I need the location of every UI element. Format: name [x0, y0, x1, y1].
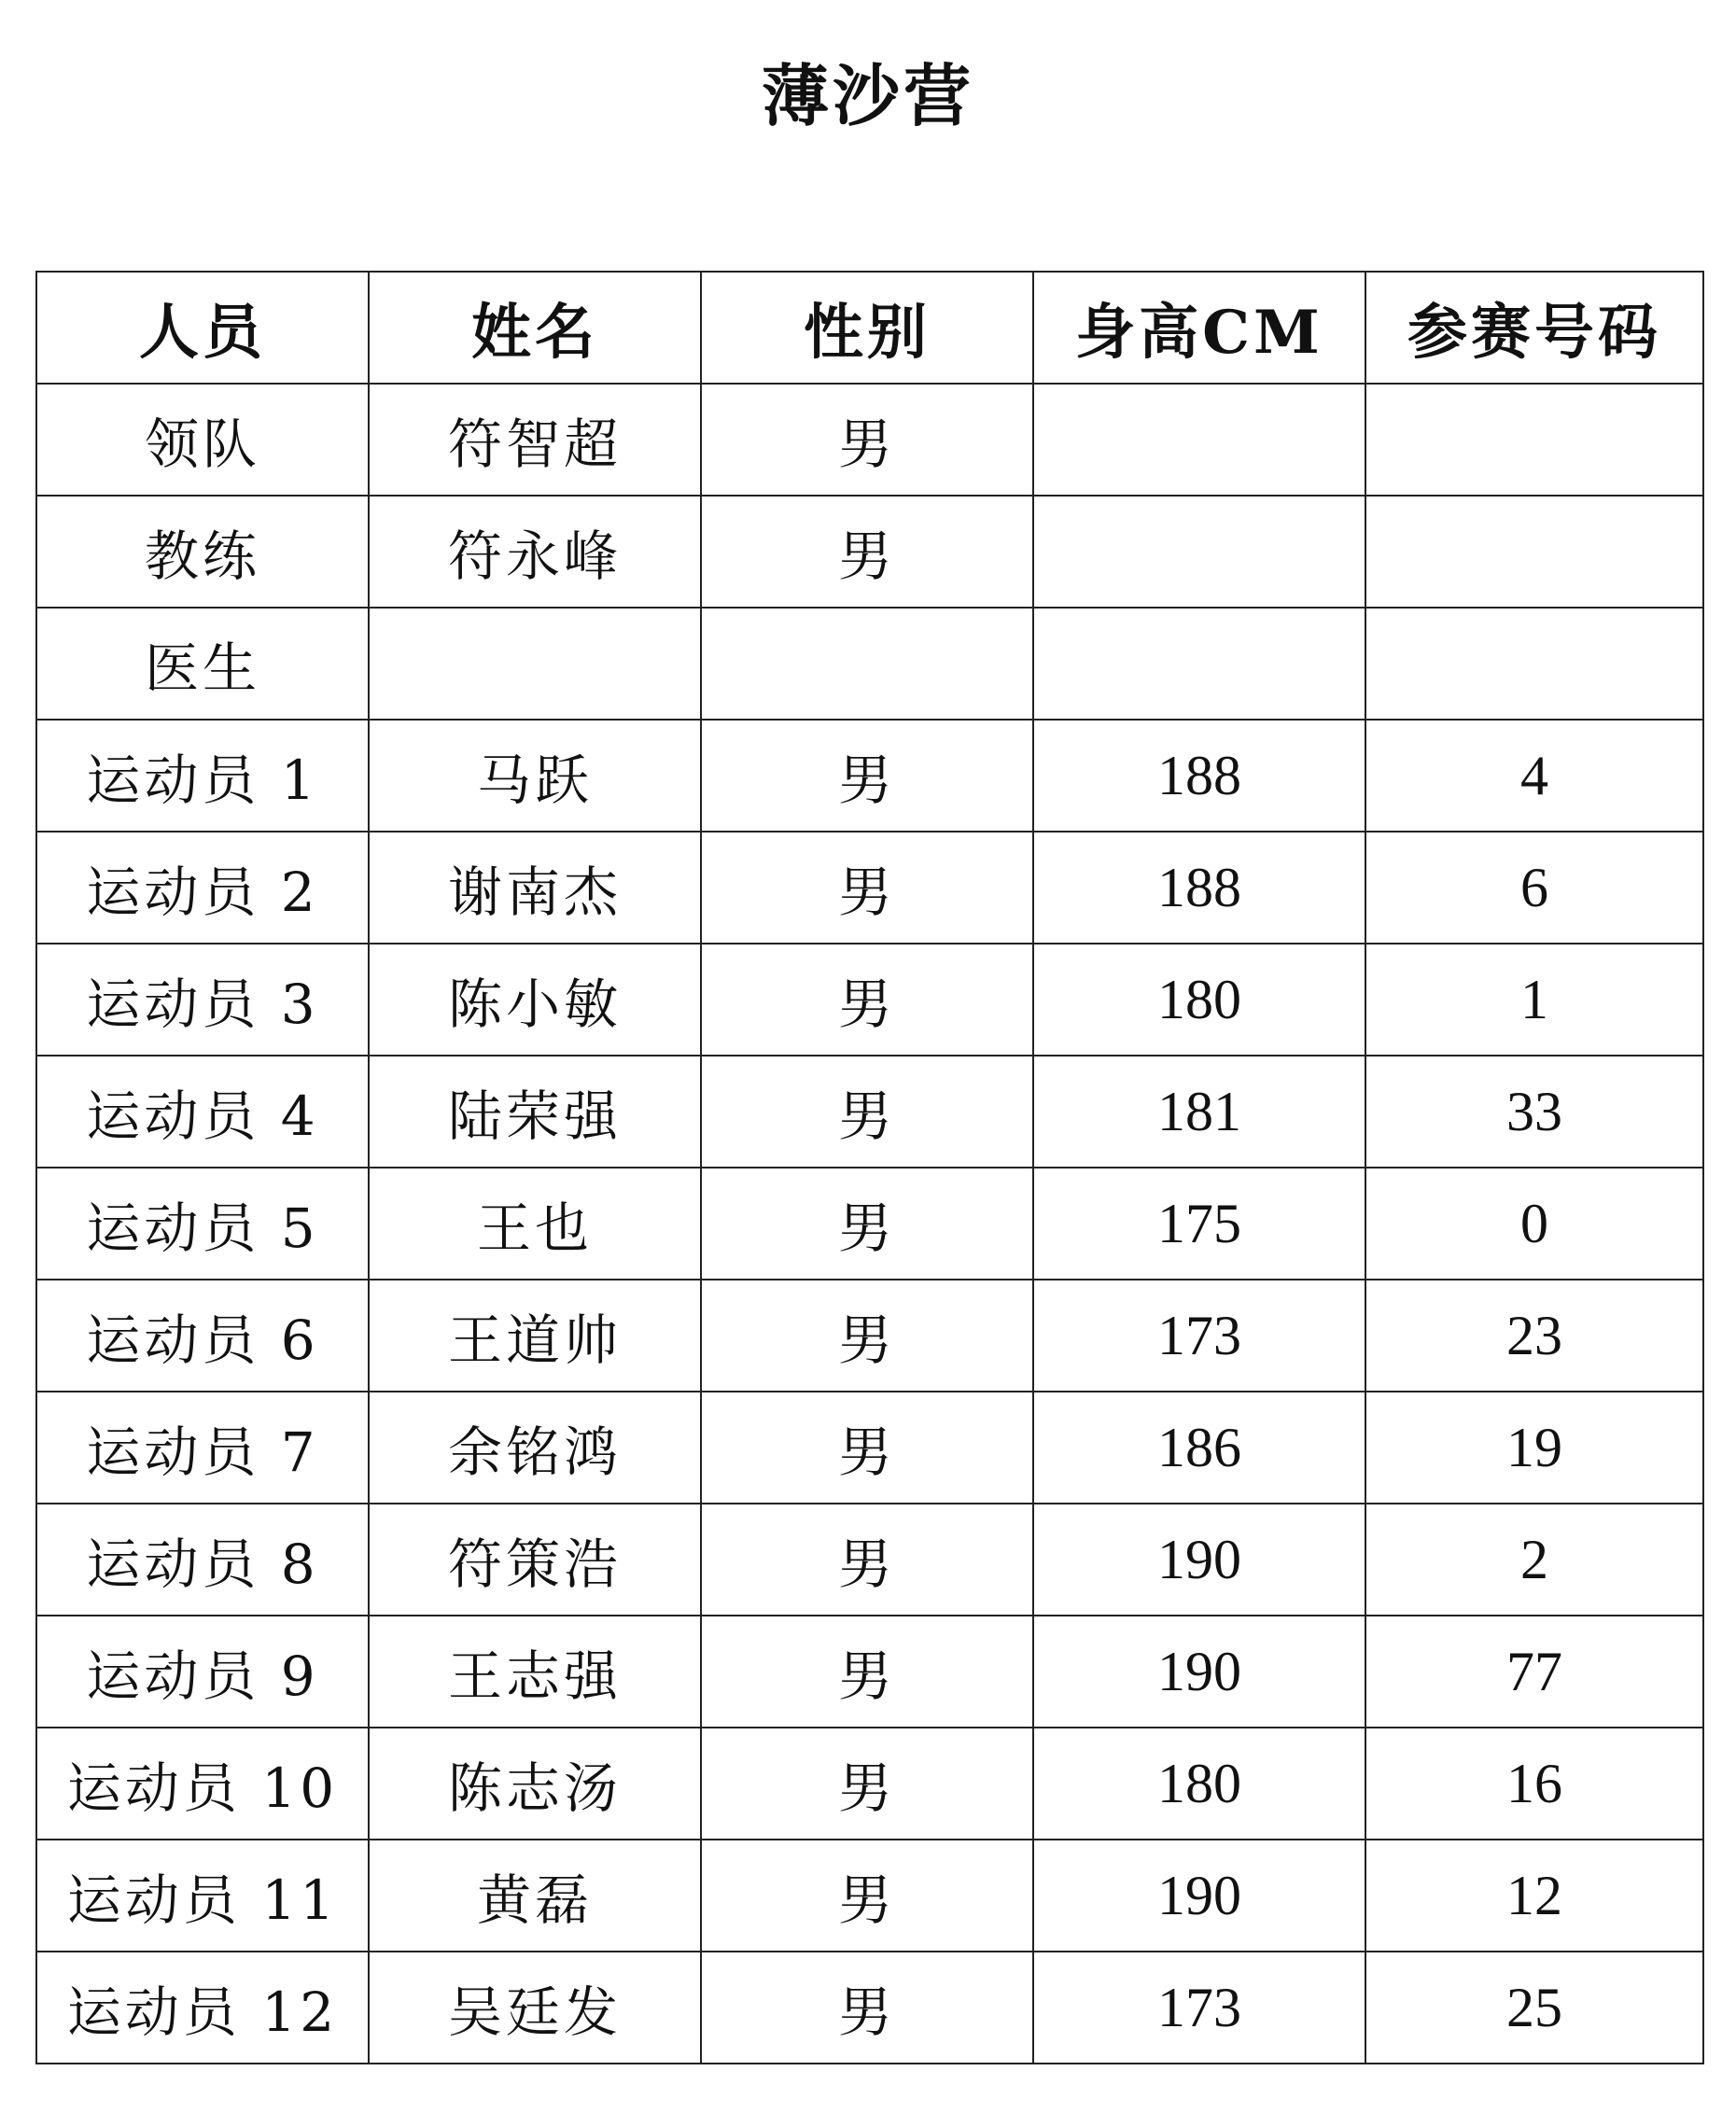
- table-row: [36, 1280, 1703, 1392]
- cell-gender: 男: [701, 1952, 1033, 2064]
- table-row: [36, 1504, 1703, 1616]
- cell-number: 12: [1365, 1840, 1703, 1952]
- cell-role: 运动员 2: [36, 832, 369, 944]
- cell-role: 运动员 10: [36, 1728, 369, 1840]
- header-role: 人员: [36, 272, 369, 384]
- cell-role: 运动员 3: [36, 944, 369, 1056]
- cell-gender: 男: [701, 720, 1033, 832]
- cell-gender: 男: [701, 1840, 1033, 1952]
- cell-gender: 男: [701, 1168, 1033, 1280]
- cell-height: 175: [1033, 1168, 1365, 1280]
- cell-role: 教练: [36, 496, 369, 608]
- cell-name: [369, 608, 701, 720]
- cell-height: 186: [1033, 1392, 1365, 1504]
- cell-height: 188: [1033, 720, 1365, 832]
- roster-table: [35, 271, 1704, 2064]
- cell-number: 19: [1365, 1392, 1703, 1504]
- cell-gender: 男: [701, 1392, 1033, 1504]
- cell-number: 77: [1365, 1616, 1703, 1728]
- cell-name: 王也: [369, 1168, 701, 1280]
- cell-height: 181: [1033, 1056, 1365, 1168]
- cell-number: 6: [1365, 832, 1703, 944]
- cell-role: 运动员 7: [36, 1392, 369, 1504]
- cell-number: 33: [1365, 1056, 1703, 1168]
- cell-role: 医生: [36, 608, 369, 720]
- cell-role: 运动员 12: [36, 1952, 369, 2064]
- cell-gender: 男: [701, 384, 1033, 496]
- cell-role: 领队: [36, 384, 369, 496]
- table-row: [36, 1168, 1703, 1280]
- cell-height: [1033, 496, 1365, 608]
- cell-role: 运动员 11: [36, 1840, 369, 1952]
- cell-number: [1365, 496, 1703, 608]
- cell-number: 4: [1365, 720, 1703, 832]
- cell-name: 余铭鸿: [369, 1392, 701, 1504]
- cell-name: 符智超: [369, 384, 701, 496]
- cell-gender: 男: [701, 496, 1033, 608]
- cell-gender: 男: [701, 944, 1033, 1056]
- cell-number: 23: [1365, 1280, 1703, 1392]
- cell-name: 陈小敏: [369, 944, 701, 1056]
- table-row: [36, 1056, 1703, 1168]
- cell-number: 25: [1365, 1952, 1703, 2064]
- cell-name: 陈志汤: [369, 1728, 701, 1840]
- cell-height: [1033, 384, 1365, 496]
- cell-gender: 男: [701, 832, 1033, 944]
- header-gender: 性别: [701, 272, 1033, 384]
- cell-role: 运动员 6: [36, 1280, 369, 1392]
- document-title: 薄沙营: [761, 56, 974, 135]
- cell-number: 16: [1365, 1728, 1703, 1840]
- cell-role: 运动员 4: [36, 1056, 369, 1168]
- cell-height: 190: [1033, 1616, 1365, 1728]
- cell-height: 190: [1033, 1504, 1365, 1616]
- table-row: [36, 720, 1703, 832]
- cell-gender: 男: [701, 1504, 1033, 1616]
- cell-name: 马跃: [369, 720, 701, 832]
- cell-role: 运动员 8: [36, 1504, 369, 1616]
- cell-number: 0: [1365, 1168, 1703, 1280]
- cell-gender: 男: [701, 1056, 1033, 1168]
- cell-gender: 男: [701, 1728, 1033, 1840]
- cell-gender: 男: [701, 1280, 1033, 1392]
- cell-height: 180: [1033, 944, 1365, 1056]
- table-row: [36, 384, 1703, 496]
- table-row: [36, 1392, 1703, 1504]
- header-number: 参赛号码: [1365, 272, 1703, 384]
- cell-name: 谢南杰: [369, 832, 701, 944]
- cell-height: 180: [1033, 1728, 1365, 1840]
- cell-name: 黄磊: [369, 1840, 701, 1952]
- cell-gender: 男: [701, 1616, 1033, 1728]
- cell-name: 吴廷发: [369, 1952, 701, 2064]
- cell-height: [1033, 608, 1365, 720]
- cell-role: 运动员 5: [36, 1168, 369, 1280]
- cell-number: [1365, 384, 1703, 496]
- cell-role: 运动员 9: [36, 1616, 369, 1728]
- table-row: [36, 1840, 1703, 1952]
- table-row: [36, 608, 1703, 720]
- table-row: [36, 832, 1703, 944]
- table-row: [36, 1728, 1703, 1840]
- cell-gender: [701, 608, 1033, 720]
- header-height: 身高CM: [1033, 272, 1365, 384]
- table-row: [36, 496, 1703, 608]
- table-header-row: [36, 272, 1703, 384]
- cell-number: [1365, 608, 1703, 720]
- cell-number: 2: [1365, 1504, 1703, 1616]
- cell-height: 190: [1033, 1840, 1365, 1952]
- table-row: [36, 944, 1703, 1056]
- cell-role: 运动员 1: [36, 720, 369, 832]
- table-row: [36, 1616, 1703, 1728]
- table-row: [36, 1952, 1703, 2064]
- cell-name: 符永峰: [369, 496, 701, 608]
- cell-number: 1: [1365, 944, 1703, 1056]
- cell-height: 173: [1033, 1952, 1365, 2064]
- cell-height: 188: [1033, 832, 1365, 944]
- cell-name: 王道帅: [369, 1280, 701, 1392]
- cell-height: 173: [1033, 1280, 1365, 1392]
- header-name: 姓名: [369, 272, 701, 384]
- cell-name: 符策浩: [369, 1504, 701, 1616]
- cell-name: 陆荣强: [369, 1056, 701, 1168]
- cell-name: 王志强: [369, 1616, 701, 1728]
